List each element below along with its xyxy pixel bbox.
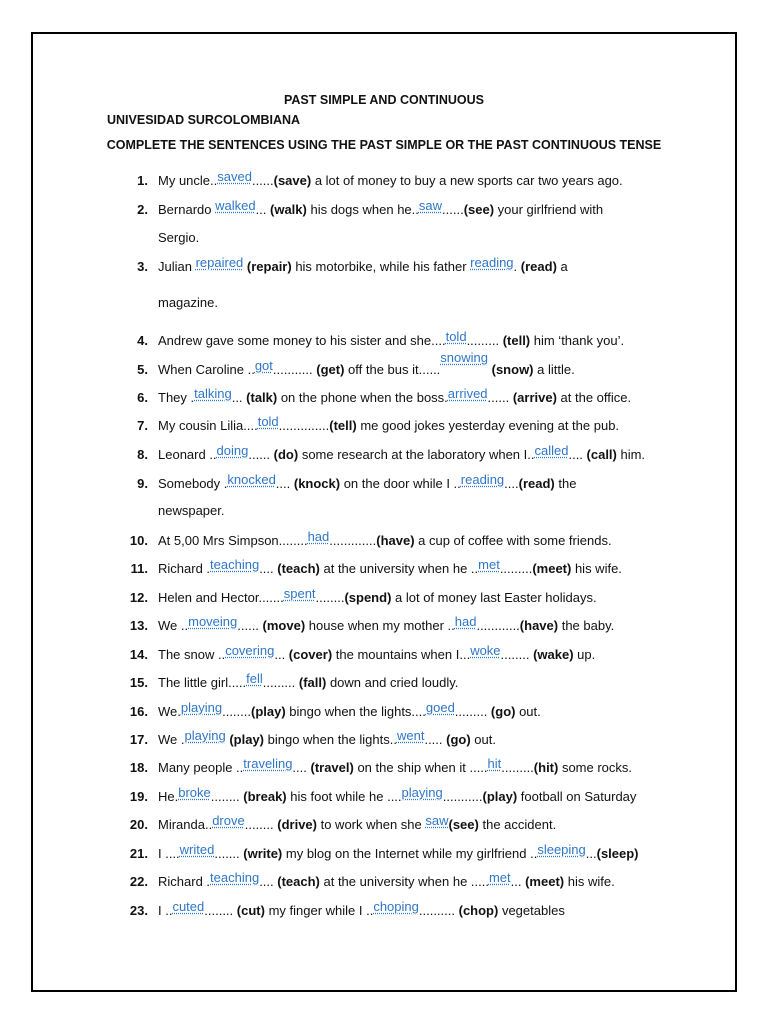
sentence-text: ........ (204, 903, 237, 918)
answer-2: snowing (440, 350, 488, 365)
sentence-text: ........ (222, 704, 251, 719)
sentence-text: ........ (500, 647, 534, 662)
verb-hint-1: (cover) (288, 647, 333, 662)
sentence-line (158, 350, 575, 379)
sentence-text: the mountains when I... (332, 647, 471, 662)
answer-2: reading (470, 255, 514, 270)
exercise-item (0, 586, 768, 609)
sentence-text: Miranda.. (158, 817, 213, 832)
sentence-text: ......... (499, 561, 533, 576)
answer-1: cuted (172, 899, 205, 914)
item-number: 12. (129, 590, 148, 605)
sentence-text: ......... (501, 760, 534, 775)
item-number: 6. (137, 390, 148, 405)
verb-hint-2: (have) (519, 618, 559, 633)
sentence-text: on the ship when it ..... (353, 760, 488, 775)
sentence-line (158, 443, 646, 464)
sentence-text: ... (510, 874, 526, 889)
sentence-text: . (513, 259, 521, 274)
answer-2: met (478, 557, 500, 572)
exercise-item (0, 350, 768, 381)
sentence-text: a little. (533, 362, 575, 377)
verb-hint-2: (go) (490, 704, 516, 719)
sentence-text: ......... (466, 333, 503, 348)
verb-hint-2: (meet) (525, 874, 565, 889)
verb-hint-2: (call) (586, 447, 617, 462)
answer-2: met (488, 870, 511, 885)
sentence-text: a lot of money to buy a new sports car two years ago. (311, 173, 623, 188)
sentence-text: We . (158, 732, 185, 747)
item-number: 8. (137, 447, 148, 462)
exercise-item (0, 255, 768, 278)
sentence-text: my finger while I .. (264, 903, 374, 918)
answer-1: had (307, 529, 330, 544)
sentence-text: .... (259, 561, 278, 576)
sentence-text: ........ (210, 789, 244, 804)
exercise-item (0, 557, 768, 580)
sentence-text: my blog on the Internet while my girlfriend .. (282, 846, 538, 861)
verb-hint-1: (knock) (293, 476, 341, 491)
answer-1: knocked (227, 472, 276, 487)
sentence-line (158, 643, 596, 664)
verb-hint-1: (talk) (246, 390, 278, 405)
sentence-text: house when my mother .. (305, 618, 455, 633)
sentence-text: The little girl..... (158, 675, 247, 690)
item-number: 13. (129, 618, 148, 633)
sentence-text: him ‘thank you’. (530, 333, 625, 348)
verb-hint-1: (travel) (310, 760, 354, 775)
answer-2: playing (401, 785, 443, 800)
sentence-text: a (556, 259, 568, 274)
exercise-item (0, 472, 768, 495)
answer-1: fell (246, 671, 263, 686)
item-number: 4. (137, 333, 148, 348)
exercise-item (0, 614, 768, 637)
sentence-line (158, 671, 459, 692)
item-number: 10. (129, 533, 148, 548)
answer-2: arrived (447, 386, 488, 401)
sentence-text: your girlfriend with (494, 202, 604, 217)
item-number: 15. (129, 675, 148, 690)
sentence-text: ............. (329, 533, 377, 548)
exercise-item (0, 671, 768, 694)
exercise-item (0, 842, 768, 865)
sentence-text: ........ (315, 590, 345, 605)
answer-1: writed (179, 842, 215, 857)
sentence-text: ............ (476, 618, 520, 633)
instruction-text: COMPLETE THE SENTENCES USING THE PAST SIMPLE OR THE PAST CONTINUOUS TENSE (106, 138, 662, 152)
exercise-item (0, 414, 768, 437)
answer-1: spent (283, 586, 316, 601)
item-number: 9. (137, 476, 148, 491)
sentence-text: ........... (442, 789, 483, 804)
answer-1: saved (217, 169, 252, 184)
answer-1: traveling (243, 756, 293, 771)
verb-hint-1: (do) (273, 447, 299, 462)
verb-hint-1: (get) (316, 362, 345, 377)
verb-hint-1: (write) (243, 846, 283, 861)
answer-2: had (454, 614, 477, 629)
answer-2: goed (425, 700, 455, 715)
sentence-text: ...... (248, 447, 274, 462)
sentence-text: We .. (158, 618, 189, 633)
sentence-text: .......... (418, 903, 459, 918)
answer-1: got (254, 358, 273, 373)
sentence-text: some research at the laboratory when I.. (298, 447, 535, 462)
sentence-text: .... (259, 874, 278, 889)
verb-hint-2: (chop) (458, 903, 499, 918)
verb-hint-1: (have) (376, 533, 415, 548)
verb-hint-2: (see) (448, 817, 479, 832)
item-number: 20. (129, 817, 148, 832)
sentence-line (158, 728, 496, 749)
answer-2: called (534, 443, 569, 458)
sentence-text: The snow .. (158, 647, 226, 662)
sentence-line (158, 756, 633, 777)
sentence-text: the baby. (558, 618, 615, 633)
sentence-text: a cup of coffee with some friends. (414, 533, 612, 548)
item-number: 17. (129, 732, 148, 747)
sentence-text: his wife. (564, 874, 615, 889)
sentence-text: When Caroline .. (158, 362, 255, 377)
sentence-line (158, 255, 568, 276)
exercise-item (0, 329, 768, 352)
answer-1: drove (212, 813, 245, 828)
sentence-text: him. (616, 447, 646, 462)
answer-2: saw (425, 813, 449, 828)
item-number: 11. (130, 561, 148, 576)
sentence-line (158, 586, 597, 607)
answer-1: teaching (210, 557, 260, 572)
sentence-text: football on Saturday (517, 789, 637, 804)
verb-hint-1: (save) (273, 173, 312, 188)
sentence-text: his dogs when he.. (306, 202, 419, 217)
exercise-item (0, 870, 768, 893)
sentence-text: out. (515, 704, 541, 719)
answer-1: walked (215, 198, 256, 213)
exercise-item (0, 169, 768, 192)
sentence-line (158, 813, 557, 834)
sentence-text: ... (231, 390, 247, 405)
sentence-text: off the bus it...... (344, 362, 441, 377)
exercise-item (0, 813, 768, 836)
sentence-text: a lot of money last Easter holidays. (391, 590, 597, 605)
exercise-item (0, 386, 768, 409)
sentence-text: Richard . (158, 874, 211, 889)
verb-hint-2: (read) (520, 259, 557, 274)
sentence-text: ...... (442, 202, 464, 217)
sentence-line (158, 899, 565, 920)
verb-hint-1: (tell) (329, 418, 357, 433)
verb-hint-2: (read) (518, 476, 555, 491)
verb-hint-1: (drive) (277, 817, 317, 832)
answer-1: moveing (188, 614, 238, 629)
sentence-line (158, 386, 632, 407)
answer-1: told (445, 329, 467, 344)
sentence-text: ...... (487, 390, 513, 405)
sentence-text: some rocks. (558, 760, 633, 775)
sentence-text: Julian (158, 259, 196, 274)
exercise-item (0, 899, 768, 922)
sentence-text: He. (158, 789, 179, 804)
answer-2: woke (470, 643, 501, 658)
verb-hint-2: (wake) (533, 647, 574, 662)
sentence-text: We. (158, 704, 181, 719)
verb-hint-1: (play) (251, 704, 286, 719)
answer-2: saw (418, 198, 443, 213)
verb-hint-2: (hit) (533, 760, 559, 775)
sentence-text: the (554, 476, 577, 491)
answer-1: talking (194, 386, 232, 401)
sentence-text: ......... (454, 704, 491, 719)
sentence-text: at the office. (556, 390, 632, 405)
verb-hint-1: (spend) (344, 590, 392, 605)
sentence-text: Helen and Hector....... (158, 590, 284, 605)
sentence-text: ...... (237, 618, 263, 633)
sentence-line (158, 472, 577, 493)
sentence-text: the accident. (478, 817, 557, 832)
item-number: 18. (129, 760, 148, 775)
sentence-continuation: Sergio. (158, 230, 200, 245)
sentence-line (158, 842, 639, 863)
sentence-text: up. (573, 647, 596, 662)
item-number: 14. (129, 647, 148, 662)
answer-1: told (257, 414, 279, 429)
sentence-line (158, 198, 604, 219)
sentence-text: Richard . (158, 561, 211, 576)
verb-hint-2: (see) (463, 202, 495, 217)
verb-hint-1: (tell) (502, 333, 531, 348)
sentence-text: They . (158, 390, 195, 405)
sentence-text: My cousin Lilia.... (158, 418, 258, 433)
sentence-text: Somebody . (158, 476, 228, 491)
item-number: 2. (137, 202, 148, 217)
verb-hint-2: (snow) (491, 362, 534, 377)
sentence-text: ....... (214, 846, 244, 861)
verb-hint-2: (play) (482, 789, 518, 804)
sentence-text: ........... (272, 362, 317, 377)
verb-hint-1: (cut) (236, 903, 265, 918)
item-number: 7. (137, 418, 148, 433)
verb-hint-1: (fall) (298, 675, 327, 690)
sentence-text: vegetables (498, 903, 565, 918)
verb-hint-2: (arrive) (512, 390, 557, 405)
exercise-item (0, 728, 768, 751)
sentence-text: ... (255, 202, 271, 217)
answer-1: repaired (195, 255, 244, 270)
exercise-item (0, 756, 768, 779)
answer-2: sleeping (537, 842, 586, 857)
exercise-item (0, 643, 768, 666)
sentence-text: bingo when the lights.... (285, 704, 426, 719)
exercise-item (0, 198, 768, 221)
verb-hint-2: (sleep) (596, 846, 639, 861)
sentence-line (158, 870, 615, 891)
sentence-text: Many people .. (158, 760, 244, 775)
answer-2: went (396, 728, 425, 743)
sentence-text: his motorbike, while his father (291, 259, 471, 274)
sentence-text: .... (275, 476, 294, 491)
answer-2: reading (460, 472, 505, 487)
verb-hint-1: (teach) (277, 874, 320, 889)
exercise-item (0, 785, 768, 808)
verb-hint-2: (go) (446, 732, 471, 747)
sentence-text: on the phone when the boss. (277, 390, 448, 405)
sentence-text: Bernardo (158, 202, 216, 217)
answer-1: teaching (210, 870, 260, 885)
sentence-line (158, 329, 625, 350)
verb-hint-1: (break) (243, 789, 287, 804)
sentence-line (158, 529, 612, 550)
item-number: 23. (129, 903, 148, 918)
item-number: 21. (129, 846, 148, 861)
item-number: 16. (129, 704, 148, 719)
sentence-text: me good jokes yesterday evening at the pub. (356, 418, 620, 433)
sentence-text: at the university when he .. (319, 561, 479, 576)
exercise-item (0, 529, 768, 552)
sentence-continuation: magazine. (158, 295, 218, 310)
sentence-line (158, 557, 622, 578)
sentence-text: My uncle.. (158, 173, 218, 188)
sentence-text: I .... (158, 846, 180, 861)
sentence-text: I .. (158, 903, 173, 918)
sentence-line (158, 785, 637, 806)
item-number: 22. (129, 874, 148, 889)
verb-hint-2: (meet) (532, 561, 572, 576)
sentence-line (158, 414, 620, 435)
sentence-text: down and cried loudly. (326, 675, 459, 690)
sentence-text: At 5,00 Mrs Simpson........ (158, 533, 308, 548)
sentence-text: ... (274, 647, 289, 662)
sentence-line (158, 700, 541, 721)
answer-1: covering (225, 643, 275, 658)
sentence-text: Leonard .. (158, 447, 217, 462)
sentence-text: .... (568, 447, 587, 462)
sentence-text: ...... (251, 173, 274, 188)
answer-1: broke (178, 785, 211, 800)
sentence-text: ... (585, 846, 597, 861)
sentence-text: .... (504, 476, 519, 491)
sentence-text: Andrew gave some money to his sister and she.... (158, 333, 446, 348)
item-number: 1. (137, 173, 148, 188)
answer-1: playing (180, 700, 223, 715)
sentence-text: his foot while he .... (286, 789, 402, 804)
sentence-text: to work when she (316, 817, 426, 832)
sentence-text: .............. (278, 418, 330, 433)
sentence-text: .... (292, 760, 311, 775)
item-number: 3. (137, 259, 148, 274)
sentence-text: ..... (424, 732, 447, 747)
exercise-item (0, 700, 768, 723)
sentence-line (158, 169, 623, 190)
sentence-text: bingo when the lights.. (264, 732, 397, 747)
sentence-continuation: newspaper. (158, 503, 225, 518)
verb-hint-1: (teach) (277, 561, 320, 576)
university-name: UNIVESIDAD SURCOLOMBIANA (107, 113, 301, 127)
sentence-text: on the door while I .. (340, 476, 461, 491)
sentence-text: out. (470, 732, 496, 747)
answer-2: hit (487, 756, 502, 771)
sentence-text: ......... (262, 675, 299, 690)
sentence-text: at the university when he ..... (319, 874, 489, 889)
item-number: 5. (137, 362, 148, 377)
sentence-text: ........ (244, 817, 278, 832)
verb-hint-1: (play) (229, 732, 264, 747)
answer-1: doing (216, 443, 249, 458)
worksheet-title: PAST SIMPLE AND CONTINUOUS (283, 93, 484, 107)
sentence-text: his wife. (571, 561, 622, 576)
verb-hint-1: (move) (262, 618, 306, 633)
answer-1: playing (184, 728, 226, 743)
verb-hint-1: (walk) (270, 202, 307, 217)
sentence-line (158, 614, 615, 635)
item-number: 19. (129, 789, 148, 804)
verb-hint-1: (repair) (246, 259, 292, 274)
exercise-item (0, 443, 768, 466)
answer-2: choping (373, 899, 419, 914)
